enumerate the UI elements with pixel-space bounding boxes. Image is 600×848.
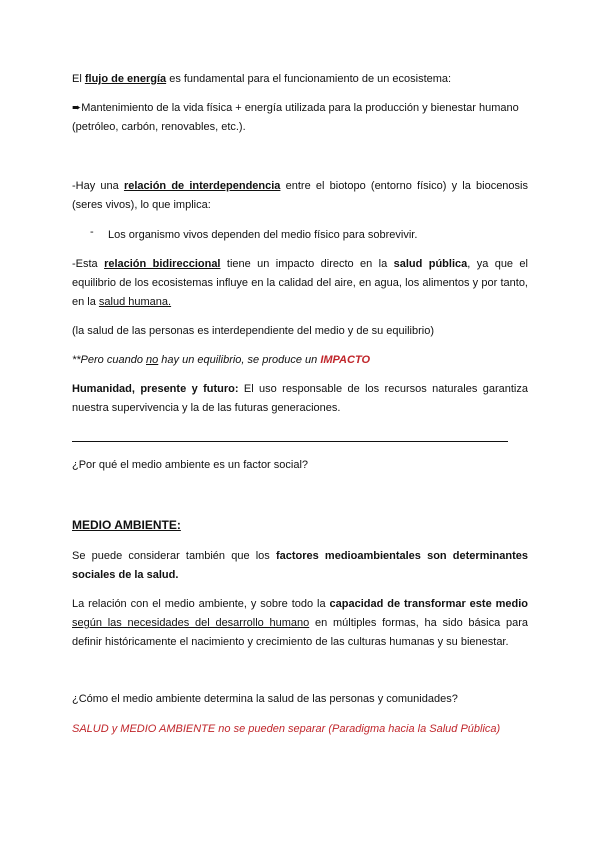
- term-salud-humana: salud humana.: [98, 296, 172, 308]
- bullet-item: Los organismo vivos dependen del medio físico para sobrevivir.: [108, 229, 418, 241]
- paragraph-bidirectional: [72, 255, 528, 312]
- term-necesidades: según las necesidades del desarrollo humano: [72, 617, 310, 629]
- question-social-factor: ¿Por qué el medio ambiente es un factor social?: [72, 459, 309, 471]
- text: hay un equilibrio, se produce un: [158, 354, 321, 366]
- text: es fundamental para el funcionamiento de un ecosistema:: [166, 73, 452, 85]
- term-determinantes: factores medioambientales son determinantes sociales de la salud.: [72, 550, 528, 581]
- term-flujo-energia: flujo de energía: [84, 73, 167, 85]
- section-heading: MEDIO AMBIENTE:: [72, 518, 181, 532]
- text: tiene un impacto directo en la: [220, 258, 394, 270]
- text-no: no: [146, 354, 159, 366]
- text: -Hay una: [72, 180, 124, 192]
- term-capacidad: capacidad de transformar este medio: [329, 598, 529, 610]
- text: **Pero cuando: [72, 354, 146, 366]
- question-health: ¿Cómo el medio ambiente determina la salud de las personas y comunidades?: [72, 693, 458, 705]
- term-interdependencia: relación de interdependencia: [123, 180, 281, 192]
- bullet-dash: -: [90, 226, 94, 238]
- text: Se puede considerar también que los: [72, 550, 276, 562]
- paragraph-impact: [72, 351, 528, 370]
- arrow-icon: ➨: [72, 102, 82, 114]
- term-salud-publica: salud pública: [393, 258, 468, 270]
- closing-statement: SALUD y MEDIO AMBIENTE no se pueden separar (Paradigma hacia la Salud Pública): [72, 723, 501, 735]
- text: El uso responsable de los recursos naturales garantiza nuestra supervivencia y la de las futuras generaciones.: [72, 383, 528, 414]
- term-bidireccional: relación bidireccional: [104, 258, 221, 270]
- term-humanidad: Humanidad, presente y futuro:: [72, 383, 239, 395]
- text: Mantenimiento de la vida física + energía utilizada para la producción y bienestar humano (petróleo, carbón, renovables, etc.).: [72, 102, 519, 133]
- text: en múltiples formas, ha sido básica para definir históricamente el nacimiento y crecimiento de las culturas humanas y su bienestar.: [72, 617, 528, 648]
- term-impacto: IMPACTO: [320, 354, 371, 366]
- text: El: [72, 73, 85, 85]
- text: La relación con el medio ambiente, y sobre todo la: [72, 598, 330, 610]
- paragraph-humanity: [72, 380, 528, 418]
- text: , ya que el equilibrio de los ecosistemas influye en la calidad del aire, en agua, los alimentos y por tanto, en la: [72, 258, 528, 308]
- paragraph-maintenance: [72, 99, 532, 137]
- paragraph-interdependence: [72, 177, 528, 215]
- text: entre el biotopo (entorno físico) y la biocenosis (seres vivos), lo que implica:: [72, 180, 528, 211]
- paragraph-note: (la salud de las personas es interdependiente del medio y de su equilibrio): [72, 325, 435, 337]
- paragraph-determinants: [72, 547, 528, 585]
- text: -Esta: [72, 258, 105, 270]
- paragraph-energy-flow: [72, 70, 528, 89]
- paragraph-transformation: [72, 595, 528, 652]
- divider-line: [72, 441, 508, 442]
